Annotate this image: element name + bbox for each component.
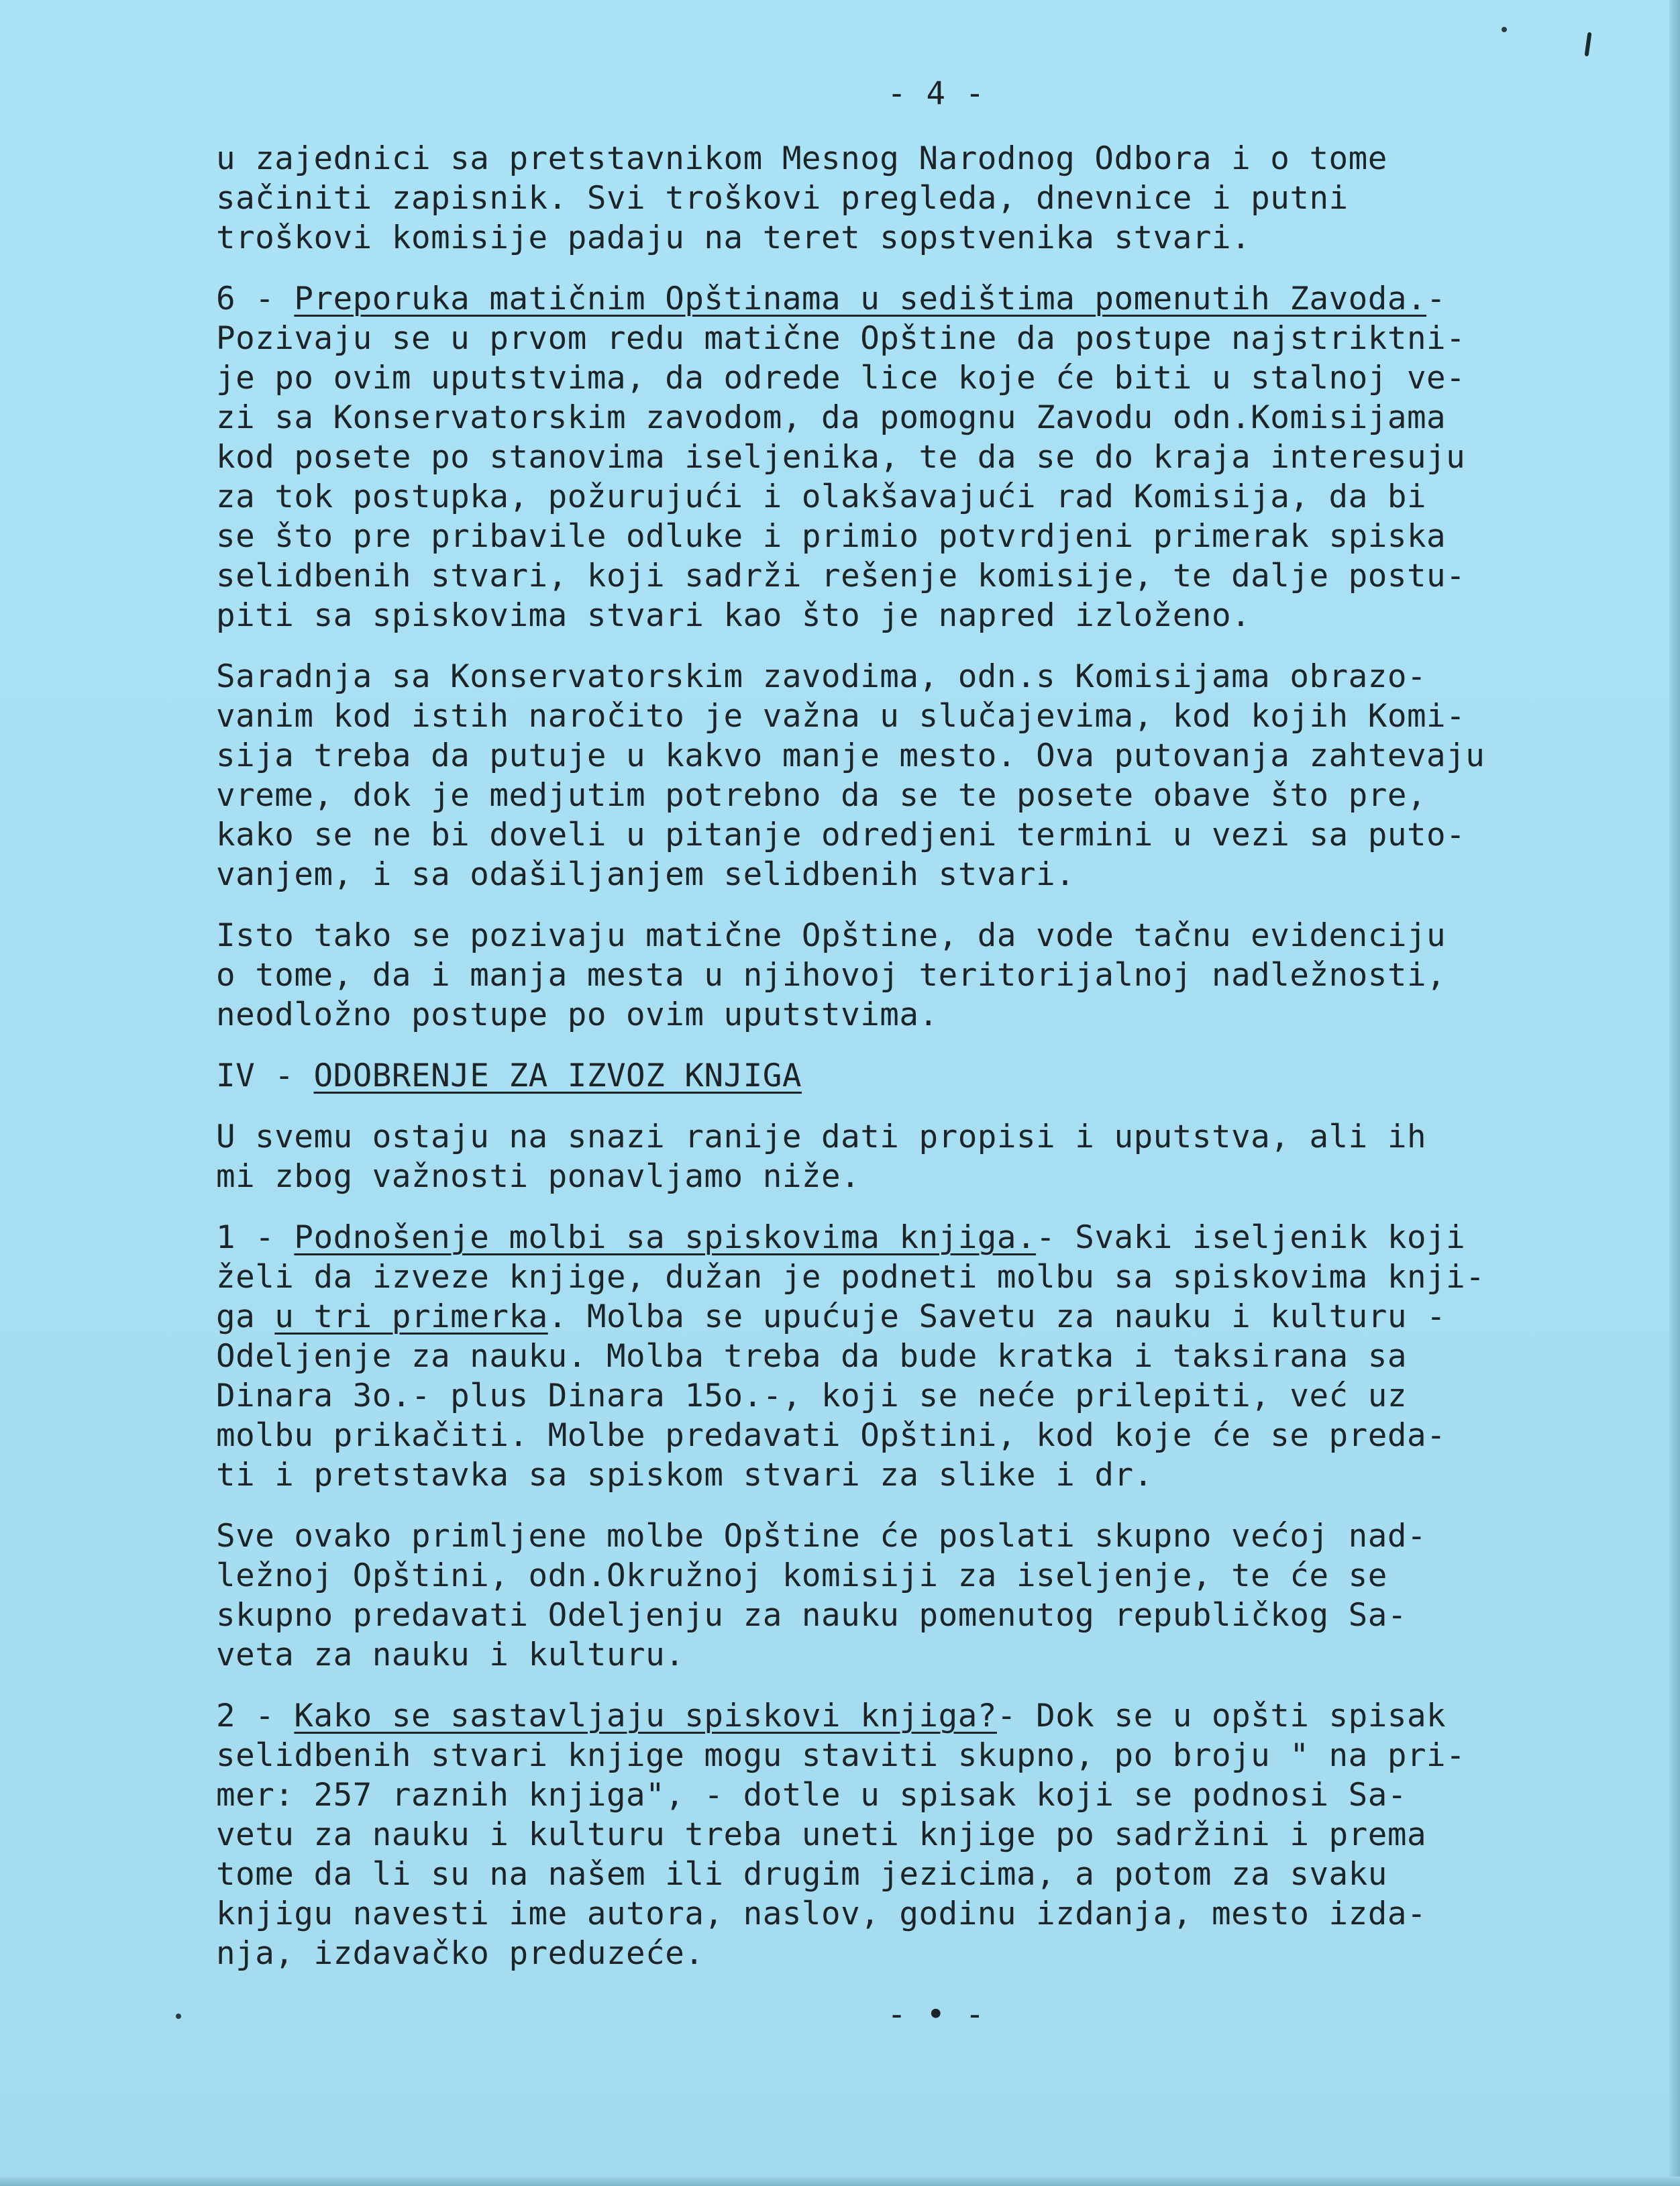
- text-segment: vreme, dok je medjutim potrebno da se te posete obave što pre,: [216, 777, 1427, 814]
- text-segment: Isto tako se pozivaju matične Opštine, da vode tačnu evidenciju: [216, 917, 1447, 954]
- text-line: [216, 1257, 1555, 1297]
- text-line: [216, 955, 1555, 995]
- text-line: [216, 1376, 1555, 1416]
- text-line: [216, 1056, 1555, 1096]
- text-line: [216, 1218, 1555, 1257]
- text-line: [216, 556, 1555, 596]
- text-segment: se što pre pribavile odluke i primio potvrdjeni primerak spiska: [216, 518, 1447, 555]
- text-line: [216, 596, 1555, 635]
- text-line: [216, 1815, 1555, 1855]
- text-line: [216, 1556, 1555, 1596]
- text-segment: 2 -: [216, 1698, 295, 1734]
- text-segment: selidbenih stvari knjige mogu staviti skupno, po broju " na pri-: [216, 1737, 1466, 1774]
- text-segment: vanim kod istih naročito je važna u slučajevima, kod kojih Komi-: [216, 698, 1466, 735]
- paragraph: [216, 916, 1555, 1035]
- paragraph: [216, 1516, 1555, 1675]
- underlined-heading: u tri primerka: [274, 1298, 548, 1335]
- text-segment: Sve ovako primljene molbe Opštine će poslati skupno većoj nad-: [216, 1518, 1427, 1555]
- page-number: - 4 -: [887, 75, 985, 112]
- text-segment: -: [1426, 280, 1447, 317]
- text-line: [216, 398, 1555, 437]
- text-segment: - Svaki iseljenik koji: [1036, 1219, 1466, 1256]
- text-line: [216, 1157, 1555, 1196]
- text-line: [216, 1934, 1555, 1973]
- text-line: [216, 855, 1555, 894]
- text-line: [216, 916, 1555, 955]
- text-line: [216, 1297, 1555, 1337]
- document-body: [216, 74, 1555, 2034]
- text-segment: - Dok se u opšti spisak: [996, 1698, 1447, 1734]
- text-segment: mer: 257 raznih knjiga", - dotle u spisak koji se podnosi Sa-: [216, 1777, 1407, 1814]
- ink-mark: [1585, 32, 1592, 56]
- text-segment: vetu za nauku i kulturu treba uneti knjige po sadržini i prema: [216, 1816, 1427, 1853]
- text-line: [216, 1894, 1555, 1934]
- paragraph: [216, 139, 1555, 258]
- text-segment: . Molba se upućuje Savetu za nauku i kulturu -: [547, 1298, 1447, 1335]
- text-line: [216, 776, 1555, 815]
- text-line: [216, 1635, 1555, 1675]
- end-mark: - • -: [887, 1996, 985, 2033]
- text-segment: ležnoj Opštini, odn.Okružnoj komisiji za iseljenje, te će se: [216, 1557, 1387, 1594]
- text-line: [216, 1416, 1555, 1455]
- text-line: [216, 1337, 1555, 1376]
- text-line: [216, 279, 1555, 319]
- paragraph: [216, 1696, 1555, 1973]
- paragraph: [216, 1056, 1555, 1096]
- text-segment: vanjem, i sa odašiljanjem selidbenih stvari.: [216, 856, 1075, 893]
- text-line: [216, 1516, 1555, 1556]
- text-segment: sačiniti zapisnik. Svi troškovi pregleda, dnevnice i putni: [216, 180, 1349, 217]
- text-segment: ga: [216, 1298, 275, 1335]
- ink-dot: [1502, 27, 1507, 32]
- text-segment: Saradnja sa Konservatorskim zavodima, odn.s Komisijama obrazo-: [216, 658, 1427, 695]
- text-segment: molbu prikačiti. Molbe predavati Opštini, kod koje će se preda-: [216, 1417, 1447, 1454]
- text-line: [216, 1117, 1555, 1157]
- underlined-heading: Kako se sastavljaju spiskovi knjiga?: [294, 1698, 997, 1734]
- text-segment: IV -: [216, 1057, 314, 1094]
- underlined-heading: ODOBRENJE ZA IZVOZ KNJIGA: [313, 1057, 802, 1094]
- underlined-heading: Podnošenje molbi sa spiskovima knjiga.: [294, 1219, 1037, 1256]
- text-line: [216, 319, 1555, 358]
- text-segment: ti i pretstavka sa spiskom stvari za slike i dr.: [216, 1457, 1153, 1494]
- text-line: [216, 815, 1555, 855]
- text-line: [216, 1775, 1555, 1815]
- text-segment: o tome, da i manja mesta u njihovoj teritorijalnoj nadležnosti,: [216, 957, 1447, 994]
- text-segment: skupno predavati Odeljenju za nauku pomenutog republičkog Sa-: [216, 1597, 1407, 1634]
- text-line: [216, 657, 1555, 696]
- text-segment: troškovi komisije padaju na teret sopstvenika stvari.: [216, 219, 1251, 256]
- text-line: [216, 517, 1555, 556]
- text-segment: Dinara 3o.- plus Dinara 15o.-, koji se neće prilepiti, već uz: [216, 1377, 1407, 1414]
- text-line: [216, 995, 1555, 1035]
- text-line: [216, 1855, 1555, 1894]
- paragraph: [216, 1117, 1555, 1196]
- text-line: [216, 736, 1555, 776]
- text-line: [216, 477, 1555, 517]
- page-edge-right: [1669, 0, 1680, 2186]
- text-line: [216, 1696, 1555, 1736]
- text-segment: kako se ne bi doveli u pitanje odredjeni termini u vezi sa puto-: [216, 817, 1466, 853]
- text-line: [216, 696, 1555, 736]
- text-segment: zi sa Konservatorskim zavodom, da pomognu Zavodu odn.Komisijama: [216, 399, 1447, 436]
- text-line: [216, 437, 1555, 477]
- text-segment: 1 -: [216, 1219, 295, 1256]
- text-segment: nja, izdavačko preduzeće.: [216, 1935, 704, 1972]
- text-segment: Pozivaju se u prvom redu matične Opštine da postupe najstriktni-: [216, 320, 1466, 357]
- paragraph-list: [216, 139, 1555, 1973]
- text-line: [216, 1455, 1555, 1495]
- text-line: [216, 218, 1555, 258]
- text-segment: knjigu navesti ime autora, naslov, godinu izdanja, mesto izda-: [216, 1895, 1427, 1932]
- text-segment: kod posete po stanovima iseljenika, te da se do kraja interesuju: [216, 439, 1466, 476]
- text-line: [216, 178, 1555, 218]
- text-segment: U svemu ostaju na snazi ranije dati propisi i uputstva, ali ih: [216, 1118, 1427, 1155]
- paragraph: [216, 657, 1555, 894]
- text-segment: Odeljenje za nauku. Molba treba da bude kratka i taksirana sa: [216, 1338, 1407, 1375]
- text-line: [216, 1736, 1555, 1775]
- paragraph: [216, 1218, 1555, 1495]
- ink-dot: [176, 2014, 181, 2019]
- text-segment: tome da li su na našem ili drugim jezicima, a potom za svaku: [216, 1856, 1387, 1893]
- text-segment: za tok postupka, požurujući i olakšavajući rad Komisija, da bi: [216, 478, 1427, 515]
- text-segment: želi da izveze knjige, dužan je podneti molbu sa spiskovima knji-: [216, 1259, 1485, 1296]
- text-segment: je po ovim uputstvima, da odrede lice koje će biti u stalnoj ve-: [216, 360, 1466, 397]
- text-segment: veta za nauku i kulturu.: [216, 1636, 685, 1673]
- text-segment: sija treba da putuje u kakvo manje mesto. Ova putovanja zahtevaju: [216, 737, 1485, 774]
- text-segment: u zajednici sa pretstavnikom Mesnog Narodnog Odbora i o tome: [216, 140, 1387, 177]
- text-segment: piti sa spiskovima stvari kao što je napred izloženo.: [216, 597, 1251, 634]
- text-segment: 6 -: [216, 280, 295, 317]
- text-segment: neodložno postupe po ovim uputstvima.: [216, 996, 939, 1033]
- text-line: [216, 1596, 1555, 1635]
- text-segment: selidbenih stvari, koji sadrži rešenje komisije, te dalje postu-: [216, 558, 1466, 594]
- paragraph: [216, 279, 1555, 635]
- text-line: [216, 358, 1555, 398]
- underlined-heading: Preporuka matičnim Opštinama u sedištima pomenutih Zavoda.: [294, 280, 1427, 317]
- page-edge-bottom: [0, 2177, 1680, 2186]
- text-line: [216, 139, 1555, 178]
- text-segment: mi zbog važnosti ponavljamo niže.: [216, 1158, 861, 1195]
